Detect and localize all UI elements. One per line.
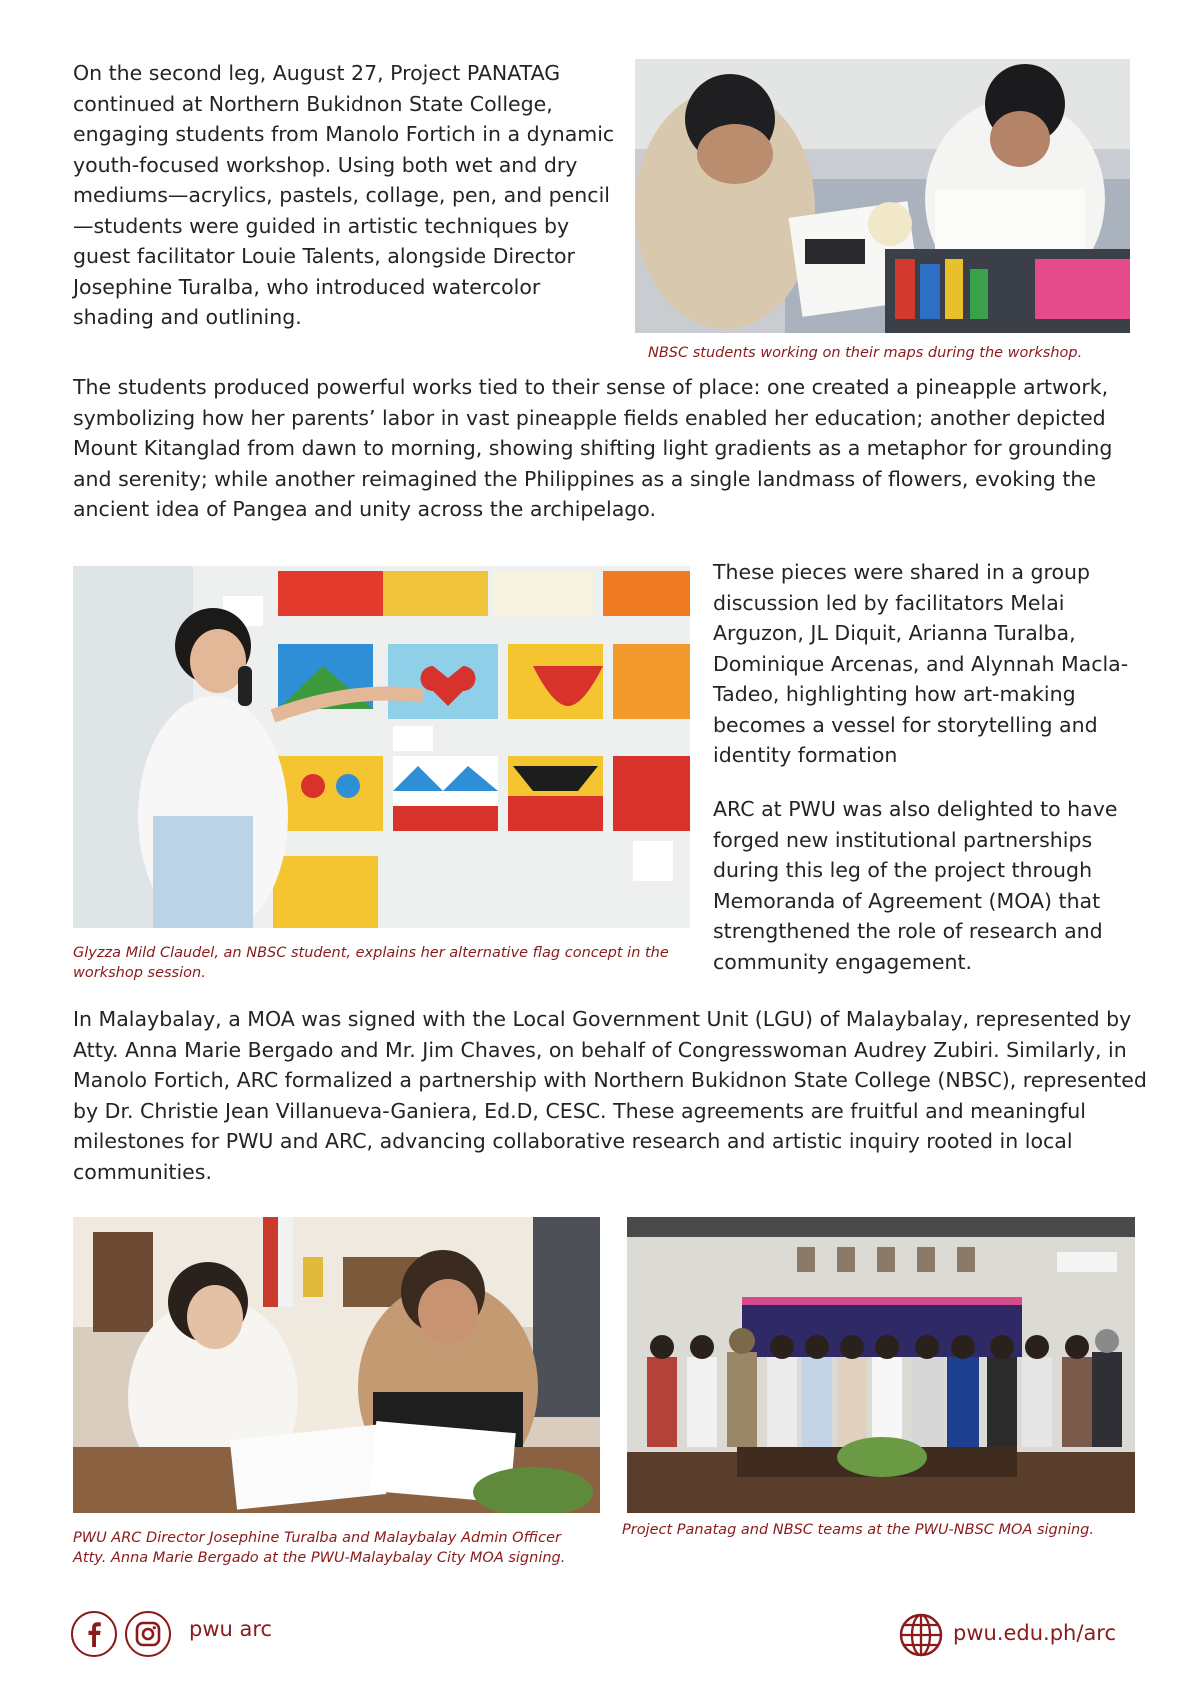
website-link[interactable]: pwu.edu.ph/arc [953, 1621, 1117, 1645]
workshop-photo-caption: NBSC students working on their maps during the workshop. [648, 345, 1083, 361]
nbsc-moa-caption: Project Panatag and NBSC teams at the PWU-NBSC MOA signing. [622, 1522, 1094, 1538]
social-handle[interactable]: pwu arc [189, 1617, 273, 1641]
partnership-paragraph: ARC at PWU was also delighted to have forged new institutional partnerships during this leg of the project through Memoranda of Agreement (MOA) that strengthened the role of research and community engagement. [713, 797, 1118, 974]
flag-concept-photo [73, 566, 690, 928]
malaybalay-moa-caption: PWU ARC Director Josephine Turalba and Malaybalay Admin Officer Atty. Anna Marie Bergado at the PWU-Malaybalay City MOA signing. [73, 1530, 566, 1566]
moa-paragraph: In Malaybalay, a MOA was signed with the Local Government Unit (LGU) of Malaybalay, represented by Atty. Anna Marie Bergado and Mr. Jim Chaves, on behalf of Congresswoman Audrey Zubiri. Similarly, in Manolo Fortich, ARC formalized a partnership with Northern Bukidnon State College (NBSC), represented by Dr. Christie Jean Villanueva-Ganiera, Ed.D, CESC. These agreements are fruitful and meaningful milestones for PWU and ARC, advancing collaborative research and artistic inquiry rooted in local communities. [73, 1007, 1147, 1184]
globe-icon [898, 1612, 944, 1658]
flag-photo-caption: Glyzza Mild Claudel, an NBSC student, explains her alternative flag concept in the workshop session. [73, 945, 669, 981]
nbsc-moa-photo [627, 1217, 1135, 1513]
malaybalay-moa-photo [73, 1217, 600, 1513]
artworks-paragraph: The students produced powerful works tied to their sense of place: one created a pineapple artwork, symbolizing how her parents’ labor in vast pineapple fields enabled her education; another depicted Mount Kitanglad from dawn to morning, showing shifting light gradients as a metaphor for grounding and serenity; while another reimagined the Philippines as a single landmass of flowers, evoking the ancient idea of Pangea and unity across the archipelago. [73, 375, 1113, 521]
instagram-icon[interactable] [125, 1611, 171, 1657]
discussion-paragraph: These pieces were shared in a group discussion led by facilitators Melai Arguzon, JL Diquit, Arianna Turalba, Dominique Arcenas, and Alynnah Macla-Tadeo, highlighting how art-making becomes a vessel for storytelling and identity formation [713, 560, 1129, 767]
workshop-photo [635, 59, 1130, 333]
intro-paragraph: On the second leg, August 27, Project PANATAG continued at Northern Bukidnon State College, engaging students from Manolo Fortich in a dynamic youth-focused workshop. Using both wet and dry mediums—acrylics, pastels, collage, pen, and pencil—students were guided in artistic techniques by guest facilitator Louie Talents, alongside Director Josephine Turalba, who introduced watercolor shading and outlining. [73, 61, 615, 329]
facebook-icon[interactable] [71, 1611, 117, 1657]
